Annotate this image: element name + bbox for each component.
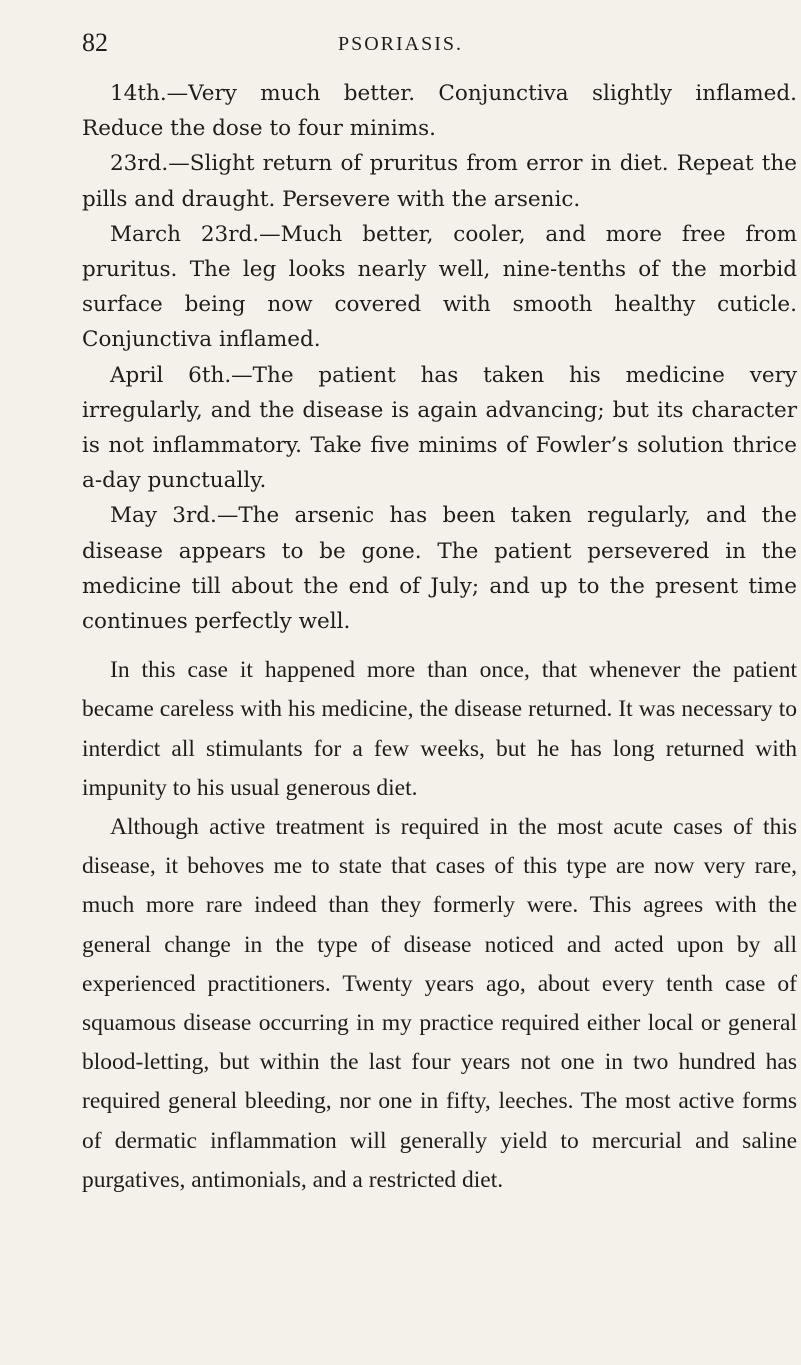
case-note-23rd: 23rd.—Slight return of pruritus from error in diet. Repeat the pills and draught. Persevere with the arsenic. [82, 151, 797, 212]
page-number: 82 [82, 28, 108, 57]
case-note-march-23rd: March 23rd.—Much better, cooler, and more free from pruritus. The leg looks nearly well, nine-tenths of the morbid surface being now covered with smooth healthy cuticle. Conjunctiva inflamed. [82, 221, 797, 353]
running-head: PSORIASIS. [337, 33, 464, 55]
text-block [82, 76, 797, 1200]
case-note-may-3rd: May 3rd.—The arsenic has been taken regularly, and the disease appears to be gone. The patient persevered in the medicine till about the end of July; and up to the present time continues perfectly well. [82, 503, 797, 635]
case-note-april-6th: April 6th.—The patient has taken his medicine very irregularly, and the disease is again advancing; but its character is not inflammatory. Take five minims of Fowler’s solution thrice a-day punctually. [82, 362, 797, 494]
paragraph-case-outcome: In this case it happened more than once, that whenever the patient became careless with his medicine, the disease returned. It was necessary to interdict all stimulants for a few weeks, but he has long returned with impunity to his usual generous diet. [82, 657, 797, 801]
case-note-14th: 14th.—Very much better. Conjunctiva slightly inflamed. Reduce the dose to four minims. [82, 81, 797, 142]
paragraph-treatment-observation: Although active treatment is required in the most acute cases of this disease, it behoves me to state that cases of this type are now very rare, much more rare indeed than they formerly were. This agrees with the general change in the type of disease noticed and acted upon by all experienced practitioners. Twenty years ago, about every tenth case of squamous disease occurring in my practice required either local or general blood-letting, but within the last four years not one in two hundred has required general bleeding, nor one in fifty, leeches. The most active forms of dermatic inflammation will generally yield to mercurial and saline purgatives, antimonials, and a restricted diet. [82, 814, 797, 1193]
